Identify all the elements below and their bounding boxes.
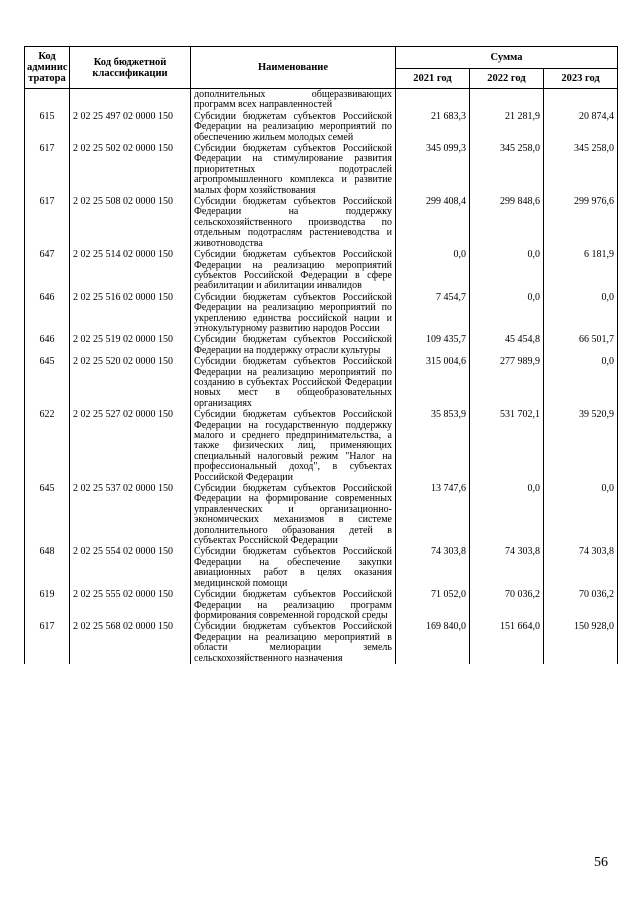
admin-code-cell: 648 — [25, 546, 70, 589]
sum-2022-cell: 0,0 — [470, 249, 544, 292]
header-sum: Сумма — [396, 47, 618, 69]
admin-code-cell: 622 — [25, 409, 70, 483]
budget-code-cell: 2 02 25 555 02 0000 150 — [70, 589, 191, 621]
sum-2022-cell: 0,0 — [470, 483, 544, 546]
admin-code-cell: 646 — [25, 292, 70, 335]
sum-2021-cell: 7 454,7 — [396, 292, 470, 335]
sum-2021-cell: 345 099,3 — [396, 143, 470, 196]
table-row — [25, 409, 618, 483]
budget-code-cell: 2 02 25 502 02 0000 150 — [70, 143, 191, 196]
budget-code-cell: 2 02 25 508 02 0000 150 — [70, 196, 191, 249]
header-year-2021: 2021 год — [396, 69, 470, 89]
name-cell: Субсидии бюджетам субъектов Российской Федерации на поддержку отрасли культуры — [191, 334, 396, 356]
name-cell: Субсидии бюджетам субъектов Российской Федерации на реализацию мероприятий в области мелиорации земель сельскохозяйственного назначения — [191, 621, 396, 664]
header-budget-code: Код бюджетной классификации — [70, 47, 191, 89]
table-row — [25, 546, 618, 589]
sum-2022-cell: 0,0 — [470, 292, 544, 335]
budget-table — [24, 46, 618, 664]
sum-2021-cell: 109 435,7 — [396, 334, 470, 356]
table-row — [25, 356, 618, 409]
table-row — [25, 111, 618, 143]
name-cell: Субсидии бюджетам субъектов Российской Федерации на формирование современных управленческих и организационно-экономических механизмов в системе дополнительного образования детей в субъектах Российской Федерации — [191, 483, 396, 546]
budget-code-cell: 2 02 25 497 02 0000 150 — [70, 111, 191, 143]
sum-2021-cell: 13 747,6 — [396, 483, 470, 546]
sum-2023-cell: 0,0 — [544, 292, 618, 335]
sum-2023-cell: 39 520,9 — [544, 409, 618, 483]
table-row — [25, 196, 618, 249]
sum-2021-cell: 71 052,0 — [396, 589, 470, 621]
table-row — [25, 621, 618, 664]
sum-2023-cell: 20 874,4 — [544, 111, 618, 143]
name-cell: Субсидии бюджетам субъектов Российской Федерации на реализацию мероприятий субъектов Российской Федерации в сфере реабилитации и абилитации инвалидов — [191, 249, 396, 292]
admin-code-cell: 645 — [25, 483, 70, 546]
sum-2021-cell: 74 303,8 — [396, 546, 470, 589]
table-row — [25, 249, 618, 292]
sum-2021-cell: 169 840,0 — [396, 621, 470, 664]
sum-2021-cell: 0,0 — [396, 249, 470, 292]
name-cell: Субсидии бюджетам субъектов Российской Федерации на государственную поддержку малого и среднего предпринимательства, а также физических лиц, применяющих специальный налоговый режим "Налог на профессиональный доход", в субъектах Российской Федерации — [191, 409, 396, 483]
admin-code-cell: 646 — [25, 334, 70, 356]
sum-2023-cell: 66 501,7 — [544, 334, 618, 356]
name-cell: Субсидии бюджетам субъектов Российской Федерации на обеспечение закупки авиационных работ в целях оказания медицинской помощи — [191, 546, 396, 589]
name-cell: Субсидии бюджетам субъектов Российской Федерации на стимулирование развития приоритетных подотраслей агропромышленного комплекса и развитие малых форм хозяйствования — [191, 143, 396, 196]
table-row — [25, 334, 618, 356]
sum-2023-cell: 299 976,6 — [544, 196, 618, 249]
name-cell: Субсидии бюджетам субъектов Российской Федерации на поддержку сельскохозяйственного производства по отдельным подотраслям растениеводства и животноводства — [191, 196, 396, 249]
sum-2023-cell: 150 928,0 — [544, 621, 618, 664]
budget-code-cell: 2 02 25 519 02 0000 150 — [70, 334, 191, 356]
admin-code-cell: 617 — [25, 621, 70, 664]
table-row — [25, 589, 618, 621]
sum-2021-cell: 35 853,9 — [396, 409, 470, 483]
admin-code-cell: 617 — [25, 196, 70, 249]
sum-2022-cell: 45 454,8 — [470, 334, 544, 356]
name-cell: Субсидии бюджетам субъектов Российской Федерации на реализацию мероприятий по укреплению единства российской нации и этнокультурному развитию народов России — [191, 292, 396, 335]
page-number: 56 — [594, 855, 608, 870]
sum-2022-cell: 299 848,6 — [470, 196, 544, 249]
budget-code-cell: 2 02 25 514 02 0000 150 — [70, 249, 191, 292]
budget-code-cell: 2 02 25 568 02 0000 150 — [70, 621, 191, 664]
continuation-name: дополнительных общеразвивающих программ всех направленностей — [191, 89, 396, 111]
header-name: Наименование — [191, 47, 396, 89]
admin-code-cell: 647 — [25, 249, 70, 292]
budget-code-cell: 2 02 25 516 02 0000 150 — [70, 292, 191, 335]
budget-code-cell: 2 02 25 520 02 0000 150 — [70, 356, 191, 409]
budget-code-cell: 2 02 25 527 02 0000 150 — [70, 409, 191, 483]
table-row — [25, 483, 618, 546]
sum-2022-cell: 151 664,0 — [470, 621, 544, 664]
table-row-continuation — [25, 89, 618, 111]
table-row — [25, 292, 618, 335]
sum-2023-cell: 345 258,0 — [544, 143, 618, 196]
sum-2022-cell: 277 989,9 — [470, 356, 544, 409]
table-row — [25, 143, 618, 196]
sum-2022-cell: 345 258,0 — [470, 143, 544, 196]
header-year-2022: 2022 год — [470, 69, 544, 89]
name-cell: Субсидии бюджетам субъектов Российской Федерации на реализацию мероприятий по обеспечению жильем молодых семей — [191, 111, 396, 143]
sum-2021-cell: 21 683,3 — [396, 111, 470, 143]
sum-2021-cell: 299 408,4 — [396, 196, 470, 249]
header-year-2023: 2023 год — [544, 69, 618, 89]
sum-2023-cell: 0,0 — [544, 356, 618, 409]
sum-2022-cell: 74 303,8 — [470, 546, 544, 589]
admin-code-cell: 615 — [25, 111, 70, 143]
sum-2022-cell: 531 702,1 — [470, 409, 544, 483]
budget-code-cell: 2 02 25 537 02 0000 150 — [70, 483, 191, 546]
admin-code-cell: 617 — [25, 143, 70, 196]
sum-2022-cell: 70 036,2 — [470, 589, 544, 621]
sum-2023-cell: 0,0 — [544, 483, 618, 546]
name-cell: Субсидии бюджетам субъектов Российской Федерации на реализацию мероприятий по созданию в субъектах Российской Федерации новых мест в общеобразовательных организациях — [191, 356, 396, 409]
budget-code-cell: 2 02 25 554 02 0000 150 — [70, 546, 191, 589]
name-cell: Субсидии бюджетам субъектов Российской Федерации на реализацию программ формирования современной городской среды — [191, 589, 396, 621]
sum-2023-cell: 74 303,8 — [544, 546, 618, 589]
admin-code-cell: 619 — [25, 589, 70, 621]
sum-2021-cell: 315 004,6 — [396, 356, 470, 409]
header-admin-code: Код админис тратора — [25, 47, 70, 89]
sum-2023-cell: 70 036,2 — [544, 589, 618, 621]
sum-2022-cell: 21 281,9 — [470, 111, 544, 143]
sum-2023-cell: 6 181,9 — [544, 249, 618, 292]
admin-code-cell: 645 — [25, 356, 70, 409]
